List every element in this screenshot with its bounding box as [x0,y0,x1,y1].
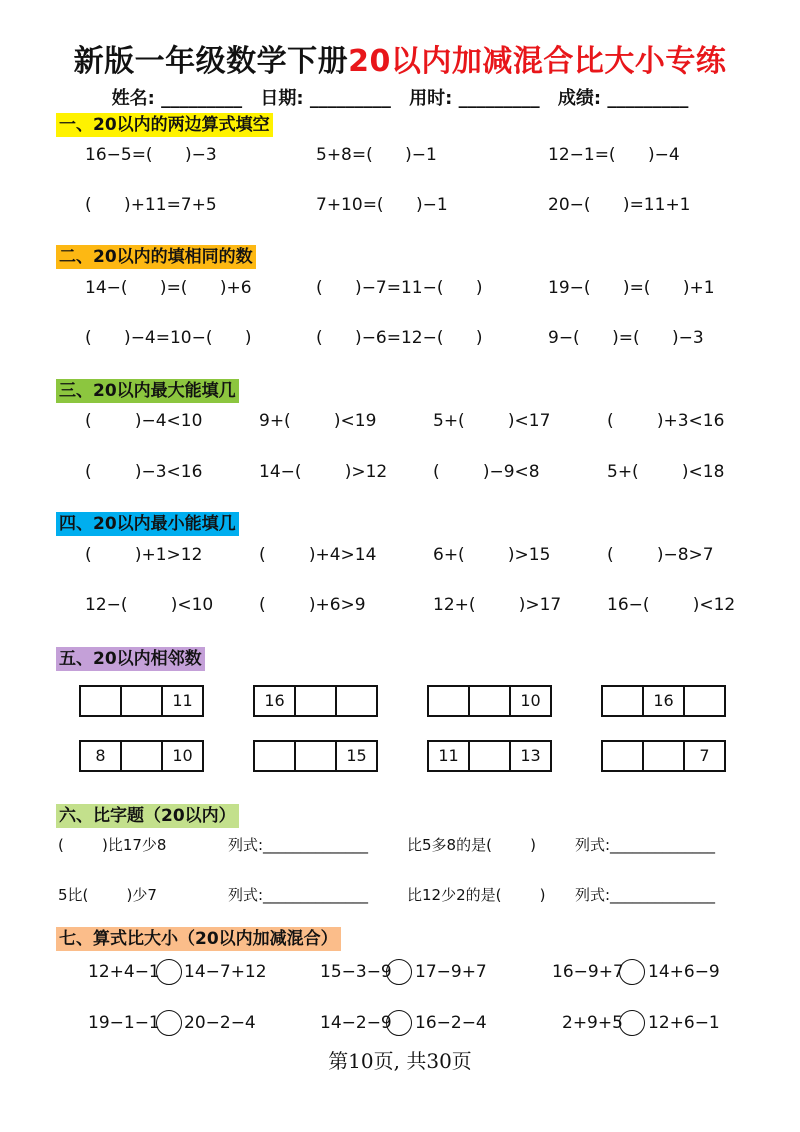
section-1-title: 一、20以内的两边算式填空 [56,113,273,137]
section-6-item[interactable]: 比5多8的是( ) [407,836,536,854]
date-field[interactable]: 日期: _________ [260,88,391,109]
number-box[interactable] [685,687,724,715]
section-6-item[interactable]: ( )比17少8 [58,836,167,854]
section-3-item[interactable]: 5+( )<17 [433,411,551,431]
section-1-item[interactable]: 12−1=( )−4 [548,145,680,165]
section-3-item[interactable]: ( )−9<8 [433,462,540,482]
compare-circle[interactable] [156,1010,182,1036]
section-2-item[interactable]: 9−( )=( )−3 [548,328,704,348]
student-info-line [0,84,800,110]
section-6-item[interactable]: 比12少2的是( ) [407,886,546,904]
section-3-item[interactable]: 14−( )>12 [259,462,388,482]
section-7-title: 七、算式比大小（20以内加减混合） [56,927,341,951]
compare-left: 12+4−1 [88,962,160,982]
section-2-item[interactable]: ( )−4=10−( ) [85,328,252,348]
section-4-title: 四、20以内最小能填几 [56,512,239,536]
section-1-item[interactable]: 7+10=( )−1 [316,195,448,215]
number-box[interactable] [122,742,163,770]
number-box[interactable] [603,687,644,715]
compare-circle[interactable] [156,959,182,985]
adjacent-number-boxes [427,740,552,772]
number-box[interactable] [81,687,122,715]
answer-line[interactable]: 列式:______________ [575,886,716,904]
page-title [0,36,800,80]
section-4-item[interactable]: 12+( )>17 [433,595,562,615]
compare-circle[interactable] [619,959,645,985]
section-3-item[interactable]: ( )−4<10 [85,411,203,431]
compare-right: 14+6−9 [648,962,720,982]
compare-circle[interactable] [386,959,412,985]
number-box[interactable] [644,742,685,770]
section-4-item[interactable]: ( )+6>9 [259,595,366,615]
number-box[interactable]: 11 [429,742,470,770]
adjacent-number-boxes [427,685,552,717]
compare-left: 14−2−9 [320,1013,392,1033]
number-box[interactable] [603,742,644,770]
name-field[interactable]: 姓名: _________ [111,88,243,109]
compare-right: 16−2−4 [415,1013,487,1033]
section-3-item[interactable]: 9+( )<19 [259,411,377,431]
section-1-item[interactable]: 20−( )=11+1 [548,195,691,215]
number-box[interactable]: 16 [644,687,685,715]
compare-left: 15−3−9 [320,962,392,982]
number-box[interactable] [429,687,470,715]
section-4-item[interactable]: ( )+1>12 [85,545,203,565]
adjacent-number-boxes [253,740,378,772]
number-box[interactable]: 10 [520,691,541,710]
section-3-item[interactable]: ( )+3<16 [607,411,725,431]
compare-right: 17−9+7 [415,962,487,982]
number-box[interactable]: 15 [346,746,367,765]
number-box[interactable] [122,687,163,715]
adjacent-number-boxes [601,740,726,772]
number-box[interactable] [296,742,337,770]
number-box[interactable]: 13 [520,746,541,765]
answer-line[interactable]: 列式:______________ [228,886,369,904]
compare-left: 16−9+7 [552,962,624,982]
answer-line[interactable]: 列式:______________ [575,836,716,854]
section-4-item[interactable]: 16−( )<12 [607,595,736,615]
page-footer: 第10页, 共30页 [328,1049,472,1073]
compare-right: 12+6−1 [648,1013,720,1033]
score-field[interactable]: 成绩: _________ [557,88,689,109]
time-field[interactable]: 用时: _________ [409,88,540,109]
adjacent-number-boxes [601,685,726,717]
section-1-item[interactable]: 16−5=( )−3 [85,145,217,165]
section-3-item[interactable]: ( )−3<16 [85,462,203,482]
section-2-item[interactable]: ( )−6=12−( ) [316,328,483,348]
compare-left: 19−1−1 [88,1013,160,1033]
adjacent-number-boxes [79,740,204,772]
number-box[interactable] [255,742,296,770]
section-2-item[interactable]: 19−( )=( )+1 [548,278,715,298]
section-4-item[interactable]: 12−( )<10 [85,595,214,615]
answer-line[interactable]: 列式:______________ [228,836,369,854]
section-1-item[interactable]: 5+8=( )−1 [316,145,437,165]
adjacent-number-boxes [79,685,204,717]
compare-right: 14−7+12 [184,962,267,982]
section-6-title: 六、比字题（20以内） [56,804,239,828]
number-box[interactable]: 7 [699,746,710,765]
section-3-item[interactable]: 5+( )<18 [607,462,725,482]
section-2-item[interactable]: ( )−7=11−( ) [316,278,483,298]
section-4-item[interactable]: 6+( )>15 [433,545,551,565]
number-box[interactable] [296,687,337,715]
section-5-title: 五、20以内相邻数 [56,647,205,671]
number-box[interactable]: 16 [255,687,296,715]
number-box[interactable] [470,687,511,715]
number-box[interactable]: 8 [81,742,122,770]
number-box[interactable]: 11 [172,691,193,710]
adjacent-number-boxes [253,685,378,717]
number-box[interactable]: 10 [172,746,193,765]
section-1-item[interactable]: ( )+11=7+5 [85,195,217,215]
section-3-title: 三、20以内最大能填几 [56,379,239,403]
section-6-item[interactable]: 5比( )少7 [58,886,157,904]
compare-circle[interactable] [386,1010,412,1036]
section-2-item[interactable]: 14−( )=( )+6 [85,278,252,298]
compare-circle[interactable] [619,1010,645,1036]
section-4-item[interactable]: ( )+4>14 [259,545,377,565]
compare-left: 2+9+5 [562,1013,623,1033]
number-box[interactable] [337,687,376,715]
title-red-part: 20以内加减混合比大小专练 [348,44,727,79]
section-4-item[interactable]: ( )−8>7 [607,545,714,565]
section-2-title: 二、20以内的填相同的数 [56,245,256,269]
title-black-part: 新版一年级数学下册 [73,44,349,79]
compare-right: 20−2−4 [184,1013,256,1033]
number-box[interactable] [470,742,511,770]
